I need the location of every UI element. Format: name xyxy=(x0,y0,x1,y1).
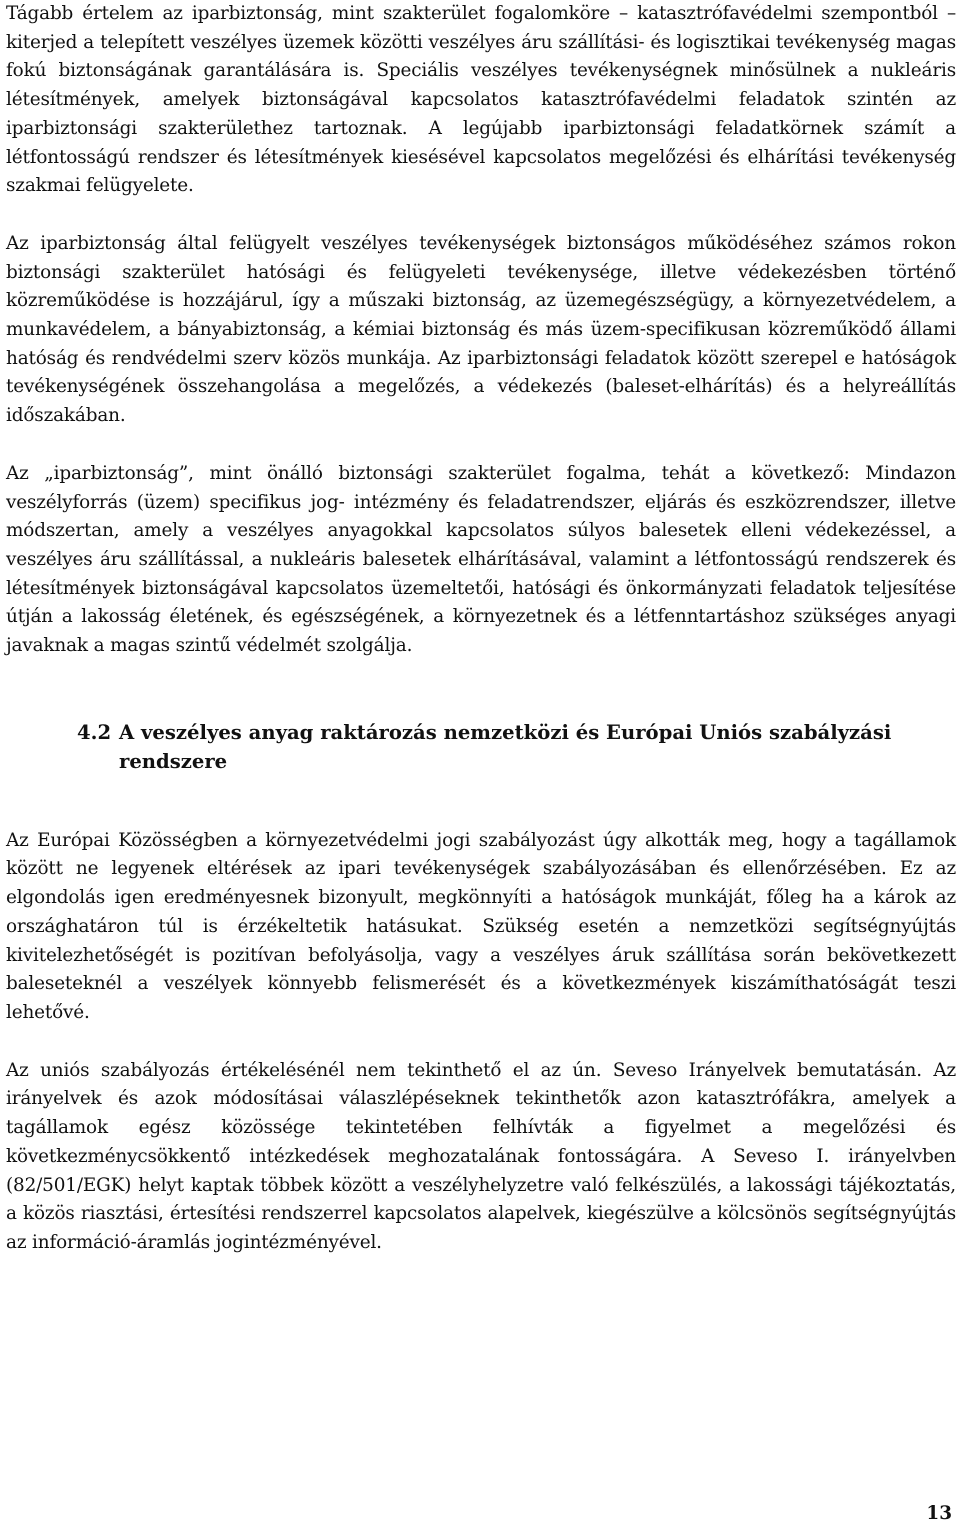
page-number: 13 xyxy=(926,1503,952,1524)
paragraph-eu-regulation: Az Európai Közösségben a környezetvédelmi jogi szabályozást úgy alkották meg, hogy a tagállamok között ne legyenek eltérések az ipari tevékenységek szabályozásában és ellenőrzésében. Ez az elgondolás igen eredményesnek bizonyult, megkönnyíti a hatóságok munkáját, főleg ha a károk az országhatáron túl is érzékeltetik hatásukat. Szükség esetén a nemzetközi segítségnyújtás kivitelezhetőségét is pozitívan befolyásolja, vagy a veszélyes áruk szállítása során bekövetkezett baleseteknél a veszélyek könnyebb felismerését és a következmények kiszámíthatóságát teszi lehetővé. xyxy=(6,829,956,1023)
paragraph-industrial-safety-scope: Tágabb értelem az iparbiztonság, mint szakterület fogalomköre – katasztrófavédelmi szempontból – kiterjed a telepített veszélyes üzemek közötti veszélyes áru szállítási- és logisztikai tevékenység magas fokú biztonságának garantálására is. Speciális veszélyes tevékenységnek minősülnek a nukleáris létesítmények, amelyek biztonságával kapcsolatos katasztrófavédelmi feladatok szintén az iparbiztonsági szakterülethez tartoznak. A legújabb iparbiztonsági feladatkörnek számít a létfontosságú rendszer és létesítmények kiesésével kapcsolatos megelőzési és elhárítási tevékenység szakmai felügyelete. xyxy=(6,3,956,197)
document-page xyxy=(6,0,956,1258)
section-heading xyxy=(6,718,956,776)
paragraph-definition: Az „iparbiztonság”, mint önálló biztonsági szakterület fogalma, tehát a következő: Mindazon veszélyforrás (üzem) specifikus jog- intézmény és feladatrendszer, eljárás és eszközrendszer, illetve módszertan, amely a veszélyes anyagokkal kapcsolatos súlyos balesetek elleni védekezéssel, a veszélyes áru szállítással, a nukleáris balesetek elhárításával, valamint a létfontosságú rendszerek és létesítmények biztonságával kapcsolatos üzemeltetői, hatósági és önkormányzati feladatok teljesítése útján a lakosság életének, és egészségének, a környezetnek és a létfenntartáshoz szükséges anyagi javaknak a magas szintű védelmét szolgálja. xyxy=(6,462,956,657)
section-number: 4.2 xyxy=(77,720,112,744)
section-title: A veszélyes anyag raktározás nemzetközi és Európai Uniós szabályzási rendszere xyxy=(119,720,892,773)
paragraph-related-authorities: Az iparbiztonság által felügyelt veszélyes tevékenységek biztonságos működéséhez számos rokon biztonsági szakterület hatósági és felügyeleti tevékenysége, illetve védekezésben történő közreműködése is hozzájárul, így a műszaki biztonság, az üzemegészségügy, a környezetvédelem, a munkavédelem, a bányabiztonság, a kémiai biztonság és más üzem-specifikusan közreműködő állami hatóság és rendvédelmi szerv közös munkája. Az iparbiztonsági feladatok között szerepel e hatóságok tevékenységének összehangolása a megelőzés, a védekezés (baleset-elhárítás) és a helyreállítás időszakában. xyxy=(6,232,956,427)
paragraph-seveso-directives: Az uniós szabályozás értékelésénél nem tekinthető el az ún. Seveso Irányelvek bemutatásán. Az irányelvek és azok módosításai válaszlépéseknek tekinthetők azon katasztrófákra, amelyek a tagállamok egész közössége tekintetében felhívták a figyelmet a megelőzési és következménycsökkentő intézkedések meghozatalának fontosságára. A Seveso I. irányelvben (82/501/EGK) helyt kaptak többek között a veszélyhelyzetre való felkészülés, a lakossági tájékoztatás, a közös riasztási, értesítési rendszerrel kapcsolatos alapelvek, kiegészülve a kölcsönös segítségnyújtás az információ-áramlás jogintézményével. xyxy=(6,1059,956,1253)
